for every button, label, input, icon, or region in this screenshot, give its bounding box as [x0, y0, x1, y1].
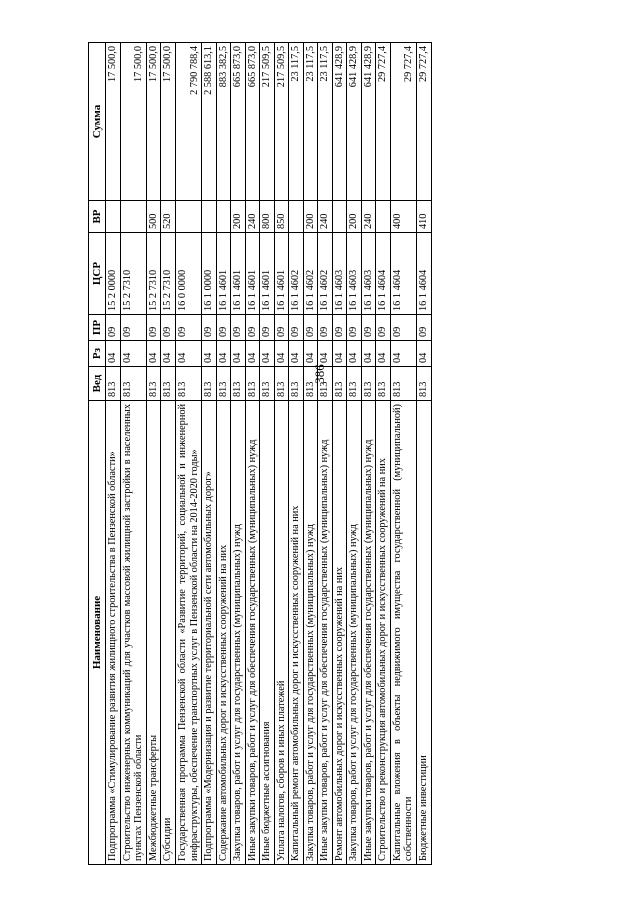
cell-ved: 813 — [106, 367, 121, 401]
table-row — [332, 43, 347, 865]
cell-name: Иные бюджетные ассигнования — [260, 401, 275, 865]
cell-pr: 09 — [161, 315, 176, 341]
cell-vr: 200 — [303, 201, 318, 233]
cell-pr: 09 — [347, 315, 362, 341]
cell-csr: 16 1 4602 — [318, 233, 333, 315]
cell-csr: 16 1 4603 — [332, 233, 347, 315]
cell-pr: 09 — [146, 315, 161, 341]
cell-vr — [376, 201, 391, 233]
cell-ved: 813 — [361, 367, 376, 401]
cell-pr: 09 — [231, 315, 246, 341]
cell-ved: 813 — [216, 367, 231, 401]
cell-rz: 04 — [216, 341, 231, 367]
cell-ved: 813 — [120, 367, 146, 401]
cell-vr — [175, 201, 201, 233]
cell-rz: 04 — [417, 341, 432, 367]
cell-sum: 29 727,4 — [376, 43, 391, 201]
cell-csr: 16 1 4601 — [274, 233, 289, 315]
cell-vr — [216, 201, 231, 233]
cell-name: Уплата налогов, сборов и иных платежей — [274, 401, 289, 865]
cell-csr: 16 1 4601 — [260, 233, 275, 315]
cell-name: Подпрограмма «Модернизация и развитие территориальной сети автомобильных дорог» — [202, 401, 217, 865]
cell-rz: 04 — [318, 341, 333, 367]
budget-table — [88, 42, 432, 865]
cell-ved: 813 — [347, 367, 362, 401]
cell-vr: 520 — [161, 201, 176, 233]
cell-name: Ремонт автомобильных дорог и искусственных сооружений на них — [332, 401, 347, 865]
cell-name: Бюджетные инвестиции — [417, 401, 432, 865]
cell-ved: 813 — [245, 367, 260, 401]
cell-csr: 16 1 4604 — [417, 233, 432, 315]
cell-sum: 23 117,5 — [303, 43, 318, 201]
cell-ved: 813 — [274, 367, 289, 401]
cell-csr: 16 1 4604 — [376, 233, 391, 315]
cell-rz: 04 — [274, 341, 289, 367]
cell-vr: 400 — [390, 201, 416, 233]
cell-csr: 15 2 7310 — [161, 233, 176, 315]
page-number-text: 386 — [312, 364, 327, 384]
cell-rz: 04 — [289, 341, 304, 367]
cell-sum: 641 428,9 — [347, 43, 362, 201]
cell-rz: 04 — [361, 341, 376, 367]
cell-name: Содержание автомобильных дорог и искусственных сооружений на них — [216, 401, 231, 865]
cell-name: Капитальные вложения в объекты недвижимого имущества государственной (муниципальной) собственности — [390, 401, 416, 865]
cell-rz: 04 — [120, 341, 146, 367]
cell-sum: 17 500,0 — [161, 43, 176, 201]
cell-sum: 665 873,0 — [245, 43, 260, 201]
cell-pr: 09 — [303, 315, 318, 341]
cell-vr — [106, 201, 121, 233]
table-row — [274, 43, 289, 865]
table-row — [376, 43, 391, 865]
cell-pr: 09 — [274, 315, 289, 341]
table-row — [161, 43, 176, 865]
header-csr: ЦСР — [89, 233, 106, 315]
cell-vr: 200 — [231, 201, 246, 233]
table-row — [289, 43, 304, 865]
table-row — [417, 43, 432, 865]
table-row — [318, 43, 333, 865]
table-row — [175, 43, 201, 865]
cell-pr: 09 — [106, 315, 121, 341]
cell-sum: 2 790 788,4 — [175, 43, 201, 201]
cell-sum: 217 509,5 — [274, 43, 289, 201]
table-row — [347, 43, 362, 865]
cell-ved: 813 — [146, 367, 161, 401]
cell-vr — [289, 201, 304, 233]
cell-name: Строительство инженерных коммуникаций для участков массовой жилищной застройки в населенных пунктах Пензенской области — [120, 401, 146, 865]
cell-ved: 813 — [289, 367, 304, 401]
cell-ved: 813 — [417, 367, 432, 401]
cell-pr: 09 — [216, 315, 231, 341]
cell-csr: 16 1 4604 — [390, 233, 416, 315]
cell-vr: 850 — [274, 201, 289, 233]
cell-rz: 04 — [106, 341, 121, 367]
cell-vr: 240 — [361, 201, 376, 233]
cell-ved: 813 — [332, 367, 347, 401]
table-row — [390, 43, 416, 865]
cell-name: Закупка товаров, работ и услуг для государственных (муниципальных) нужд — [231, 401, 246, 865]
header-sum: Сумма — [89, 43, 106, 201]
cell-vr — [332, 201, 347, 233]
cell-ved: 813 — [318, 367, 333, 401]
header-name: Наименование — [89, 401, 106, 865]
cell-name: Субсидии — [161, 401, 176, 865]
cell-rz: 04 — [161, 341, 176, 367]
cell-rz: 04 — [146, 341, 161, 367]
cell-csr: 16 1 4602 — [289, 233, 304, 315]
cell-csr: 16 1 4601 — [231, 233, 246, 315]
cell-sum: 641 428,9 — [332, 43, 347, 201]
header-pr: ПР — [89, 315, 106, 341]
cell-name: Иные закупки товаров, работ и услуг для обеспечения государственных (муниципальных) нужд — [361, 401, 376, 865]
cell-rz: 04 — [303, 341, 318, 367]
cell-csr: 16 1 4603 — [347, 233, 362, 315]
cell-sum: 23 117,5 — [318, 43, 333, 201]
cell-name: Закупка товаров, работ и услуг для государственных (муниципальных) нужд — [303, 401, 318, 865]
cell-vr: 240 — [245, 201, 260, 233]
cell-name: Иные закупки товаров, работ и услуг для обеспечения государственных (муниципальных) нужд — [318, 401, 333, 865]
cell-csr: 16 0 0000 — [175, 233, 201, 315]
cell-sum: 883 382,5 — [216, 43, 231, 201]
cell-rz: 04 — [231, 341, 246, 367]
cell-pr: 09 — [202, 315, 217, 341]
cell-csr: 15 2 7310 — [120, 233, 146, 315]
cell-ved: 813 — [376, 367, 391, 401]
cell-csr: 15 2 7310 — [146, 233, 161, 315]
cell-pr: 09 — [245, 315, 260, 341]
cell-rz: 04 — [175, 341, 201, 367]
cell-rz: 04 — [260, 341, 275, 367]
cell-vr: 200 — [347, 201, 362, 233]
cell-pr: 09 — [318, 315, 333, 341]
header-rz: Рз — [89, 341, 106, 367]
cell-ved: 813 — [161, 367, 176, 401]
cell-sum: 2 588 613,1 — [202, 43, 217, 201]
table-row — [216, 43, 231, 865]
cell-vr — [202, 201, 217, 233]
cell-csr: 16 1 4602 — [303, 233, 318, 315]
cell-csr: 16 1 4601 — [245, 233, 260, 315]
table-row — [146, 43, 161, 865]
table-row — [231, 43, 246, 865]
header-vr: ВР — [89, 201, 106, 233]
cell-rz: 04 — [245, 341, 260, 367]
cell-vr — [120, 201, 146, 233]
cell-rz: 04 — [202, 341, 217, 367]
cell-rz: 04 — [390, 341, 416, 367]
cell-ved: 813 — [260, 367, 275, 401]
cell-rz: 04 — [347, 341, 362, 367]
table-row — [245, 43, 260, 865]
cell-rz: 04 — [332, 341, 347, 367]
table-row — [202, 43, 217, 865]
cell-csr: 16 1 0000 — [202, 233, 217, 315]
cell-sum: 17 500,0 — [146, 43, 161, 201]
cell-sum: 217 509,5 — [260, 43, 275, 201]
cell-ved: 813 — [175, 367, 201, 401]
cell-name: Межбюджетные трансферты — [146, 401, 161, 865]
cell-pr: 09 — [332, 315, 347, 341]
cell-pr: 09 — [260, 315, 275, 341]
cell-pr: 09 — [175, 315, 201, 341]
cell-vr: 240 — [318, 201, 333, 233]
table-row — [106, 43, 121, 865]
table-body — [106, 43, 431, 865]
cell-ved: 813 — [202, 367, 217, 401]
cell-ved: 813 — [303, 367, 318, 401]
cell-pr: 09 — [120, 315, 146, 341]
table-header — [89, 43, 106, 865]
table-row — [361, 43, 376, 865]
header-row — [89, 43, 106, 865]
cell-csr: 15 2 0000 — [106, 233, 121, 315]
cell-name: Капитальный ремонт автомобильных дорог и искусственных сооружений на них — [289, 401, 304, 865]
cell-csr: 16 1 4601 — [216, 233, 231, 315]
table-row — [303, 43, 318, 865]
cell-sum: 665 873,0 — [231, 43, 246, 201]
rotated-table-wrapper — [88, 43, 548, 865]
cell-vr: 410 — [417, 201, 432, 233]
table-row — [120, 43, 146, 865]
cell-name: Государственная программа Пензенской области «Развитие территорий, социальной и инженерной инфраструктуры, обеспечение транспортных услуг в Пензенской области на 2014-2020 годы» — [175, 401, 201, 865]
cell-ved: 813 — [390, 367, 416, 401]
cell-name: Строительство и реконструкция автомобильных дорог и искусственных сооружений на них — [376, 401, 391, 865]
cell-pr: 09 — [390, 315, 416, 341]
cell-name: Подпрограмма «Стимулирование развития жилищного строительства в Пензенской области» — [106, 401, 121, 865]
cell-sum: 29 727,4 — [390, 43, 416, 201]
cell-sum: 23 117,5 — [289, 43, 304, 201]
cell-pr: 09 — [361, 315, 376, 341]
cell-vr: 500 — [146, 201, 161, 233]
cell-pr: 09 — [376, 315, 391, 341]
cell-rz: 04 — [376, 341, 391, 367]
cell-name: Иные закупки товаров, работ и услуг для обеспечения государственных (муниципальных) нужд — [245, 401, 260, 865]
cell-sum: 17 500,0 — [120, 43, 146, 201]
cell-ved: 813 — [231, 367, 246, 401]
header-ved: Вед — [89, 367, 106, 401]
table-row — [260, 43, 275, 865]
cell-csr: 16 1 4603 — [361, 233, 376, 315]
cell-pr: 09 — [417, 315, 432, 341]
cell-sum: 641 428,9 — [361, 43, 376, 201]
cell-name: Закупка товаров, работ и услуг для государственных (муниципальных) нужд — [347, 401, 362, 865]
cell-vr: 800 — [260, 201, 275, 233]
cell-sum: 29 727,4 — [417, 43, 432, 201]
cell-sum: 17 500,0 — [106, 43, 121, 201]
cell-pr: 09 — [289, 315, 304, 341]
